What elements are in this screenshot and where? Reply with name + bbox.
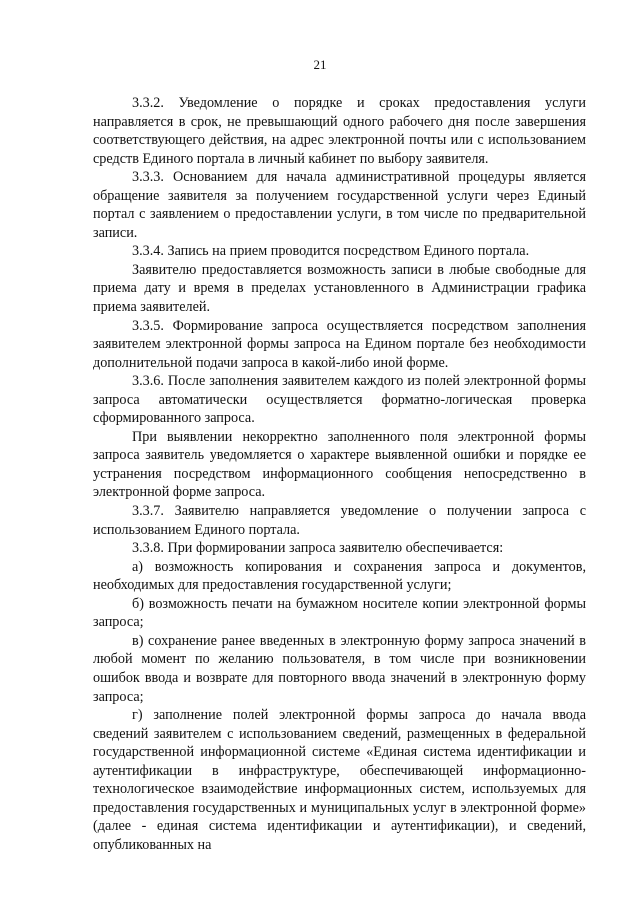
paragraph-appointment-booking: Заявителю предоставляется возможность записи в любые свободные для приема дату и время в пределах установленного в Администрации графика приема заявителей. — [93, 261, 586, 316]
list-item-b: б) возможность печати на бумажном носителе копии электронной формы запроса; — [93, 595, 586, 631]
paragraph-3-3-5: 3.3.5. Формирование запроса осуществляется посредством заполнения заявителем электронной формы запроса на Едином портале без необходимости дополнительной подачи запроса в какой-либо иной форме. — [93, 317, 586, 371]
paragraph-3-3-4: 3.3.4. Запись на прием проводится посредством Единого портала. — [132, 243, 530, 260]
paragraph-3-3-6: 3.3.6. После заполнения заявителем каждого из полей электронной формы запроса автоматически осуществляется форматно-логическая проверка сформированного запроса. — [93, 373, 586, 427]
paragraph-3-3-2: 3.3.2. Уведомление о порядке и сроках предоставления услуги направляется в срок, не превышающий одного рабочего дня после завершения соответствующего действия, на адрес электронной почты или с использованием средств Единого портала в личный кабинет по выбору заявителя. — [93, 95, 586, 167]
list-item-v: в) сохранение ранее введенных в электронную форму запроса значений в любой момент по желанию пользователя, в том числе при возникновении ошибок ввода и возврате для повторного ввода значений в электронную форму запроса; — [93, 632, 586, 705]
paragraph-3-3-8: 3.3.8. При формировании запроса заявителю обеспечивается: — [132, 540, 504, 557]
paragraph-3-3-7: 3.3.7. Заявителю направляется уведомление о получении запроса с использованием Единого портала. — [93, 503, 586, 538]
paragraph-3-3-3: 3.3.3. Основанием для начала административной процедуры является обращение заявителя за получением государственной услуги через Единый портал с заявлением о предоставлении услуги, в том числе по предварительной записи. — [93, 169, 586, 241]
document-body — [93, 94, 586, 854]
paragraph-error-notification: При выявлении некорректно заполненного поля электронной формы запроса заявитель уведомляется о характере выявленной ошибки и порядке ее устранения посредством информационного сообщения непосредственно в электронной форме запроса. — [93, 428, 586, 501]
page-number: 21 — [313, 57, 327, 72]
list-item-g: г) заполнение полей электронной формы запроса до начала ввода сведений заявителем с использованием сведений, размещенных в федеральной государственной информационной системе «Единая система идентификации и аутентификации в инфраструктуре, обеспечивающей информационно-технологическое взаимодействие информационных систем, используемых для предоставления государственных и муниципальных услуг в электронной форме» (далее - единая система идентификации и аутентификации), и сведений, опубликованных на — [93, 707, 586, 853]
list-item-a: а) возможность копирования и сохранения запроса и документов, необходимых для предоставления государственной услуги; — [93, 558, 586, 594]
